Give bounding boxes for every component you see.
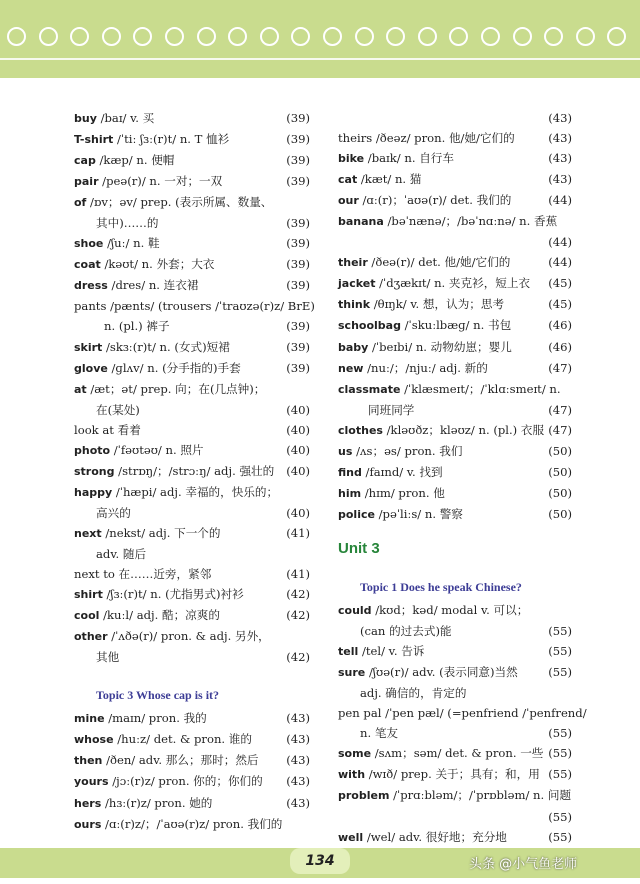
headword: pair xyxy=(74,175,99,189)
headword: then xyxy=(74,754,103,768)
headword: clothes xyxy=(338,423,383,437)
entry-definition: /ɡlʌv/ n. (分手指的)手套 xyxy=(107,360,241,375)
vocab-entry xyxy=(338,462,572,483)
entry-definition: 其他 xyxy=(96,650,120,665)
vocab-entry xyxy=(338,483,572,504)
entry-definition: /bəˈnænə/；/bəˈnɑːnə/ n. 香蕉 xyxy=(383,214,558,229)
entry-definition: /ʃuː/ n. 鞋 xyxy=(103,236,160,251)
page-ref: (39) xyxy=(286,132,310,147)
headword: yours xyxy=(74,775,109,789)
entry-definition: /wel/ adv. 很好地；充分地 xyxy=(363,829,507,844)
entry-definition: /ˈbeɪbi/ n. 动物幼崽；婴儿 xyxy=(368,339,512,354)
vocab-entry xyxy=(74,708,310,729)
headword: new xyxy=(338,361,364,375)
headword: T-shirt xyxy=(74,133,114,147)
circle-ornament xyxy=(607,27,626,46)
entry-definition: /ɑː(r)；ˈaʊə(r)/ det. 我们的 xyxy=(358,193,512,208)
headword: jacket xyxy=(338,277,376,291)
entry-definition: /ˈprɑːbləm/；/ˈprɒbləm/ n. 问题 xyxy=(389,788,572,803)
page-number: 134 xyxy=(290,848,350,874)
entry-definition: /ʃʊə(r)/ adv. (表示同意)当然 xyxy=(365,665,518,680)
page-ref: (50) xyxy=(548,443,572,458)
page-ref: (44) xyxy=(548,193,572,208)
page-ref: (39) xyxy=(286,174,310,189)
page-ref: (43) xyxy=(548,111,572,125)
entry-definition: /kæt/ n. 猫 xyxy=(357,172,422,187)
vocab-entry xyxy=(338,252,572,273)
page-ref: (43) xyxy=(548,131,572,146)
vocab-entry xyxy=(74,296,315,316)
circle-ornament xyxy=(449,27,468,46)
entry-definition: theirs /ðeəz/ pron. 他/她/它们的 xyxy=(338,131,515,146)
vocab-entry xyxy=(338,294,572,315)
entry-definition: /jɔː(r)z/ pron. 你的；你们的 xyxy=(108,774,263,789)
entry-definition: look at 看着 xyxy=(74,422,141,437)
page-ref: (45) xyxy=(548,276,572,291)
circle-ornament xyxy=(39,27,58,46)
page-ref: (55) xyxy=(548,809,572,824)
vocab-entry xyxy=(74,584,310,605)
circle-ornament xyxy=(386,27,405,46)
vocab-entry xyxy=(74,503,310,523)
headword: well xyxy=(338,830,364,844)
page-ref: (41) xyxy=(286,525,310,540)
headword: some xyxy=(338,747,372,761)
page-ref: (44) xyxy=(548,235,572,250)
headword: tell xyxy=(338,645,359,659)
entry-definition: /hɪm/ pron. 他 xyxy=(361,485,445,500)
vocab-entry xyxy=(74,564,310,584)
vocab-entry xyxy=(74,729,310,750)
page-ref: (39) xyxy=(286,257,310,272)
headword: bike xyxy=(338,152,365,166)
entry-definition: /kləʊðz；kləʊz/ n. (pl.) 衣服 xyxy=(382,422,545,437)
page-ref: (39) xyxy=(286,216,310,231)
vocab-entry xyxy=(338,211,572,232)
headword: cap xyxy=(74,154,96,168)
entry-definition: /nekst/ adj. 下一个的 xyxy=(101,525,221,540)
vocab-entry xyxy=(74,337,310,358)
entry-definition: /skɜː(r)t/ n. (女式)短裙 xyxy=(102,339,230,354)
circle-ornament xyxy=(481,27,500,46)
headword: of xyxy=(74,196,87,210)
vocab-entry xyxy=(74,626,310,647)
headword: cat xyxy=(338,173,358,187)
vocab-entry xyxy=(338,641,572,662)
entry-definition: /ˈklæsmeɪt/；/ˈklɑːsmeɪt/ n. xyxy=(400,381,561,396)
entry-definition: /ɒv；əv/ prep. (表示所属、数量、 xyxy=(86,195,273,210)
circle-ornament xyxy=(165,27,184,46)
circle-ornament xyxy=(228,27,247,46)
headword: shirt xyxy=(74,588,103,602)
headword: sure xyxy=(338,666,366,680)
vocab-entry xyxy=(74,750,310,771)
right-column xyxy=(338,108,587,848)
entry-definition: /huːz/ det. & pron. 谁的 xyxy=(113,732,252,747)
entry-definition: /wɪð/ prep. 关于；具有；和，用 xyxy=(365,767,540,782)
vocab-entry xyxy=(338,128,572,148)
vocab-entry xyxy=(74,358,310,379)
page-ref: (42) xyxy=(286,587,310,602)
headword: banana xyxy=(338,215,384,229)
headword: glove xyxy=(74,361,108,375)
watermark-text: 头条 @小气鱼老师 xyxy=(469,857,578,872)
topic-heading: Topic 1 Does he speak Chinese? xyxy=(360,579,522,594)
vocab-entry xyxy=(338,743,572,764)
vocab-entry xyxy=(338,108,572,128)
vocab-entry xyxy=(338,379,572,400)
entry-definition: n. 笔友 xyxy=(360,726,399,741)
circle-ornament xyxy=(133,27,152,46)
headword: other xyxy=(74,630,108,644)
headword: whose xyxy=(74,733,114,747)
headword: baby xyxy=(338,340,369,354)
vocab-entry xyxy=(338,148,572,169)
page-ref: (55) xyxy=(548,726,572,741)
entry-definition: 高兴的 xyxy=(96,505,131,520)
vocab-entry xyxy=(338,420,572,441)
vocab-list-right-unit3 xyxy=(338,600,587,848)
entry-definition: /ʌs；əs/ pron. 我们 xyxy=(352,443,463,458)
headword: happy xyxy=(74,485,113,499)
vocab-entry xyxy=(338,600,572,621)
entry-definition: /kæp/ n. 便帽 xyxy=(95,153,175,168)
page-ref: (43) xyxy=(286,753,310,768)
entry-definition: /ˈdʒækɪt/ n. 夹克衫，短上衣 xyxy=(375,276,531,291)
entry-definition xyxy=(338,810,342,824)
entry-definition: /kuːl/ adj. 酷；凉爽的 xyxy=(99,608,220,623)
circle-ornament xyxy=(70,27,89,46)
headword: strong xyxy=(74,464,115,478)
page-ref: (55) xyxy=(548,624,572,639)
vocab-entry xyxy=(338,723,572,743)
page-ref: (47) xyxy=(548,402,572,417)
page-ref: (55) xyxy=(548,829,572,844)
entry-definition: 在(某处) xyxy=(96,402,140,417)
vocab-entry xyxy=(338,662,572,683)
headword: their xyxy=(338,256,368,270)
vocab-entry xyxy=(338,273,572,294)
page-ref: (39) xyxy=(286,339,310,354)
headword: think xyxy=(338,298,371,312)
headword: problem xyxy=(338,789,390,803)
entry-definition: /æt；ət/ prep. 向；在(几点钟)； xyxy=(86,381,266,396)
page-ref: (50) xyxy=(548,506,572,521)
circle-ornament xyxy=(323,27,342,46)
entry-definition: /dres/ n. 连衣裙 xyxy=(107,278,199,293)
entry-definition: /ˈskuːlbæɡ/ n. 书包 xyxy=(400,318,512,333)
vocab-entry xyxy=(338,504,572,525)
vocab-entry xyxy=(338,169,572,190)
vocab-entry xyxy=(338,764,572,785)
entry-definition: 同班同学 xyxy=(368,402,415,417)
page-ref: (40) xyxy=(286,463,310,478)
vocab-entry xyxy=(74,440,310,461)
page-ref: (47) xyxy=(548,360,572,375)
vocab-entry xyxy=(74,213,310,233)
entry-definition: pen pal /ˈpen pæl/ (=penfriend /ˈpenfrend/ xyxy=(338,706,587,721)
entry-definition: /ðeə(r)/ det. 他/她/它们的 xyxy=(367,255,511,270)
vocab-entry xyxy=(338,315,572,336)
vocab-entry xyxy=(74,482,310,503)
vocab-entry xyxy=(74,647,310,667)
entry-definition: /baɪk/ n. 自行车 xyxy=(364,151,454,166)
page-ref: (40) xyxy=(286,422,310,437)
entry-definition: /θɪŋk/ v. 想，认为；思考 xyxy=(370,297,505,312)
headword: schoolbag xyxy=(338,319,401,333)
vocab-entry xyxy=(74,814,310,835)
circle-ornament xyxy=(291,27,310,46)
circle-ornament xyxy=(418,27,437,46)
page-ref: (42) xyxy=(286,608,310,623)
headword: mine xyxy=(74,712,105,726)
vocab-entry xyxy=(74,605,310,626)
headword: with xyxy=(338,768,366,782)
entry-definition: /ˈfəʊtəʊ/ n. 照片 xyxy=(110,442,204,457)
entry-definition: /ˈʌðə(r)/ pron. & adj. 另外， xyxy=(107,629,270,644)
page-ref: (55) xyxy=(548,746,572,761)
entry-definition: /ʃɜː(r)t/ n. (尤指男式)衬衫 xyxy=(102,587,244,602)
headword: at xyxy=(74,382,87,396)
vocab-entry xyxy=(74,523,310,544)
headword: ours xyxy=(74,817,102,831)
vocab-entry xyxy=(74,400,310,420)
headword: cool xyxy=(74,609,100,623)
entry-definition: /kʊd；kəd/ modal v. 可以； xyxy=(371,603,529,618)
headword: could xyxy=(338,604,372,618)
entry-definition: (can 的过去式)能 xyxy=(360,624,452,639)
headword: shoe xyxy=(74,237,104,251)
entry-definition: /nuː/；/njuː/ adj. 新的 xyxy=(363,360,488,375)
page-ref: (40) xyxy=(286,442,310,457)
headword: our xyxy=(338,194,359,208)
page-ref: (39) xyxy=(286,278,310,293)
page-ref: (39) xyxy=(286,319,310,334)
entry-definition: /maɪn/ pron. 我的 xyxy=(104,711,207,726)
page-ref: (43) xyxy=(548,172,572,187)
page-ref: (55) xyxy=(548,665,572,680)
page-ref: (40) xyxy=(286,505,310,520)
entry-definition: /ðen/ adv. 那么；那时；然后 xyxy=(102,753,259,768)
entry-definition: /faɪnd/ v. 找到 xyxy=(361,464,443,479)
vocab-entry xyxy=(338,683,572,703)
page-ref: (46) xyxy=(548,318,572,333)
vocab-entry xyxy=(338,190,572,211)
vocab-entry xyxy=(338,232,572,252)
vocab-list-left-topic3 xyxy=(74,708,310,834)
vocab-list-right xyxy=(338,108,572,525)
page-ref: (50) xyxy=(548,485,572,500)
headword: dress xyxy=(74,279,108,293)
headword: next xyxy=(74,526,102,540)
page-ref: (43) xyxy=(548,151,572,166)
entry-definition: 其中)……的 xyxy=(96,216,159,231)
vocab-entry xyxy=(338,621,572,641)
circle-ornament xyxy=(544,27,563,46)
entry-definition: n. (pl.) 裤子 xyxy=(104,319,170,334)
page-ref: (55) xyxy=(548,644,572,659)
headword: classmate xyxy=(338,382,401,396)
headword: coat xyxy=(74,258,101,272)
headword: hers xyxy=(74,796,102,810)
page-ref: (43) xyxy=(286,774,310,789)
page-header-band xyxy=(0,0,640,78)
circle-ornament xyxy=(513,27,532,46)
vocab-entry xyxy=(74,129,310,150)
entry-definition: /strɒŋ/；/strɔːŋ/ adj. 强壮的 xyxy=(114,463,275,478)
vocab-entry xyxy=(74,793,310,814)
vocab-entry xyxy=(74,108,310,129)
headword: find xyxy=(338,465,362,479)
entry-definition: /baɪ/ v. 买 xyxy=(96,111,155,125)
page-ref: (44) xyxy=(548,255,572,270)
vocab-entry xyxy=(338,703,587,723)
vocab-entry xyxy=(338,807,572,827)
circle-ornament xyxy=(102,27,121,46)
headword: him xyxy=(338,486,362,500)
vocab-entry xyxy=(74,771,310,792)
vocab-entry xyxy=(338,785,572,806)
watermark xyxy=(469,853,577,872)
page-ref: (40) xyxy=(286,402,310,417)
decorative-circles xyxy=(0,27,640,49)
left-column xyxy=(74,108,315,835)
entry-definition xyxy=(338,235,342,249)
headword: photo xyxy=(74,443,111,457)
vocab-entry xyxy=(74,316,310,336)
vocab-entry xyxy=(74,254,310,275)
page-ref: (43) xyxy=(286,795,310,810)
entry-definition: next to 在……近旁，紧邻 xyxy=(74,567,212,582)
header-rule xyxy=(0,58,640,60)
circle-ornament xyxy=(7,27,26,46)
page-ref: (42) xyxy=(286,650,310,665)
page-ref: (39) xyxy=(286,236,310,251)
vocab-entry xyxy=(338,358,572,379)
entry-definition: pants /pænts/ (trousers /ˈtraʊzə(r)z/ BrE) xyxy=(74,299,315,314)
vocab-entry xyxy=(338,827,572,848)
headword: us xyxy=(338,444,353,458)
headword: buy xyxy=(74,112,97,125)
circle-ornament xyxy=(576,27,595,46)
page-ref: (55) xyxy=(548,767,572,782)
circle-ornament xyxy=(197,27,216,46)
page-ref: (47) xyxy=(548,422,572,437)
page-ref: (39) xyxy=(286,360,310,375)
page-ref: (45) xyxy=(548,297,572,312)
entry-definition: /tel/ v. 告诉 xyxy=(358,644,425,659)
entry-definition: adj. 确信的，肯定的 xyxy=(360,686,467,701)
entry-definition: /ɑː(r)z/；/ˈaʊə(r)z/ pron. 我们的 xyxy=(101,816,283,831)
vocab-list-left xyxy=(74,108,315,667)
page-ref: (41) xyxy=(286,567,310,582)
page-ref: (43) xyxy=(286,732,310,747)
entry-definition: /ˈtiː ʃɜː(r)t/ n. T 恤衫 xyxy=(113,132,230,147)
vocab-entry xyxy=(74,275,310,296)
vocab-entry xyxy=(338,400,572,420)
entry-definition: /pəˈliːs/ n. 警察 xyxy=(374,506,463,521)
circle-ornament xyxy=(260,27,279,46)
page-ref: (39) xyxy=(286,111,310,125)
entry-definition xyxy=(338,111,342,125)
vocab-entry xyxy=(338,337,572,358)
page-ref: (50) xyxy=(548,464,572,479)
unit-heading: Unit 3 xyxy=(338,539,380,557)
vocab-entry xyxy=(74,233,310,254)
circle-ornament xyxy=(355,27,374,46)
headword: police xyxy=(338,507,375,521)
topic-heading: Topic 3 Whose cap is it? xyxy=(96,688,220,703)
headword: skirt xyxy=(74,340,103,354)
vocab-entry xyxy=(74,461,310,482)
page-ref: (39) xyxy=(286,153,310,168)
entry-definition: /peə(r)/ n. 一对；一双 xyxy=(98,174,223,189)
page-ref: (43) xyxy=(286,711,310,726)
entry-definition: /kəʊt/ n. 外套；大衣 xyxy=(100,257,215,272)
entry-definition: /hɜː(r)z/ pron. 她的 xyxy=(101,795,213,810)
vocab-entry xyxy=(74,420,310,440)
entry-definition: /sʌm；səm/ det. & pron. 一些 xyxy=(371,746,544,761)
vocab-entry xyxy=(74,171,310,192)
entry-definition: /ˈhæpi/ adj. 幸福的，快乐的； xyxy=(112,484,279,499)
page-ref: (46) xyxy=(548,339,572,354)
vocab-entry xyxy=(74,379,310,400)
vocab-entry xyxy=(338,441,572,462)
vocab-entry xyxy=(74,544,310,564)
vocab-entry xyxy=(74,150,310,171)
entry-definition: adv. 随后 xyxy=(96,546,147,561)
vocab-entry xyxy=(74,192,310,213)
